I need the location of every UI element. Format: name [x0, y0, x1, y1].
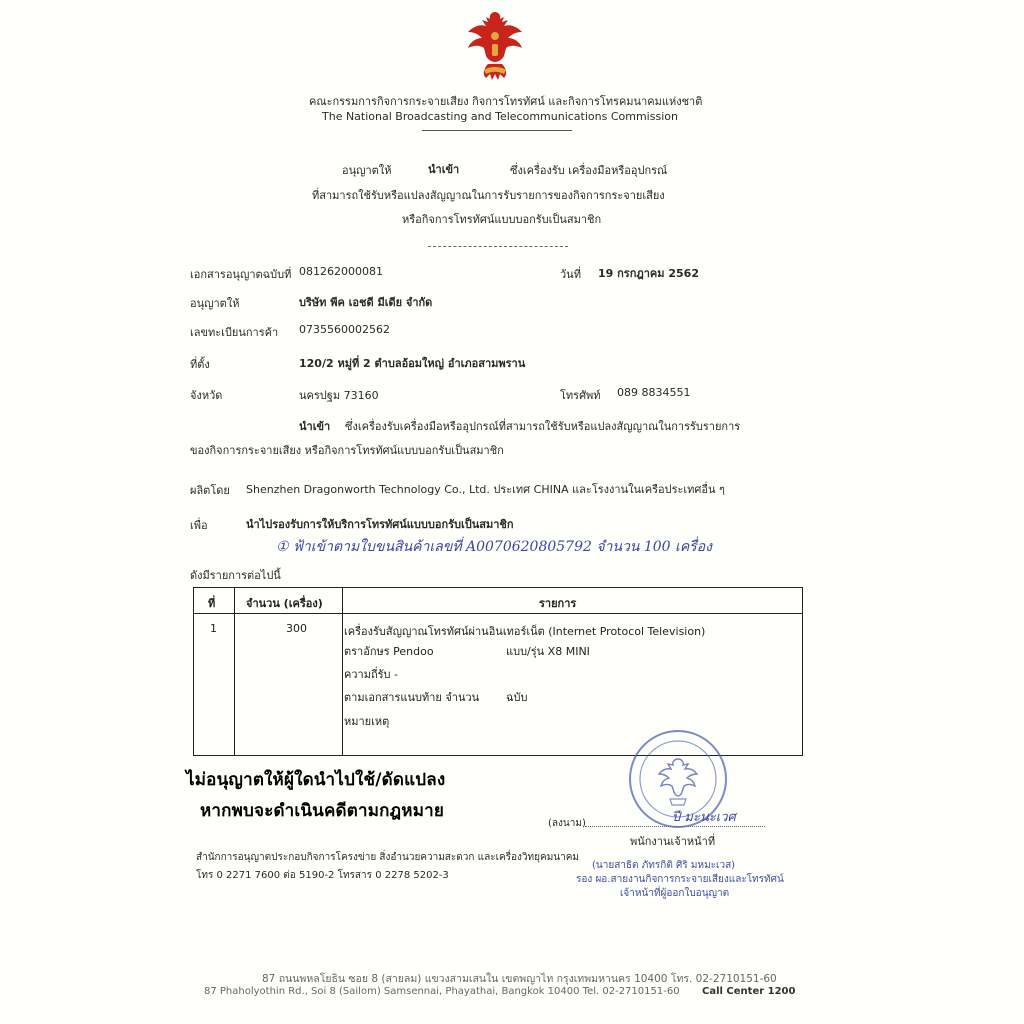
province-value: นครปฐม 73160	[299, 389, 379, 402]
official-position: รอง ผอ.สายงานกิจการกระจายเสียงและโทรทัศน์	[576, 874, 784, 885]
table-row-qty: 300	[286, 622, 307, 635]
table-header-items: รายการ	[539, 597, 577, 610]
table-row-freq: ความถี่รับ -	[344, 668, 398, 681]
manufacturer-value: Shenzhen Dragonworth Technology Co., Ltd. ประเทศ CHINA และโรงงานในเครือประเทศอื่น ๆ	[246, 483, 725, 496]
reg-value: 0735560002562	[299, 323, 390, 336]
table-row-note: หมายเหตุ	[344, 715, 390, 728]
footer-address-english: 87 Phaholyothin Rd., Soi 8 (Sailom) Samsennai, Phayathai, Bangkok 10400 Tel. 02-2710151-60	[204, 986, 680, 997]
warning-line1: ไม่อนุญาตให้ผู้ใดนำไปใช้/ดัดแปลง	[186, 770, 446, 790]
table-row-brand: ตราอักษร Pendoo	[344, 645, 434, 658]
intro-permit-label: อนุญาตให้	[342, 164, 392, 177]
grantee-value: บริษัท พีค เอชดี มีเดีย จำกัด	[299, 296, 433, 309]
date-label: วันที่	[560, 268, 581, 281]
intro-line3: หรือกิจการโทรทัศน์แบบบอกรับเป็นสมาชิก	[402, 213, 602, 226]
para-line2: ของกิจการกระจายเสียง หรือกิจการโทรทัศน์แบบบอกรับเป็นสมาชิก	[190, 444, 504, 457]
org-name-thai: คณะกรรมการกิจการกระจายเสียง กิจการโทรทัศน์ และกิจการโทรคมนาคมแห่งชาติ	[309, 95, 703, 108]
intro-line1: ซึ่งเครื่องรับ เครื่องมือหรืออุปกรณ์	[510, 164, 668, 177]
location-value: 120/2 หมู่ที่ 2 ตำบลอ้อมใหญ่ อำเภอสามพราน	[299, 357, 526, 370]
sign-label: (ลงนาม)	[548, 818, 586, 829]
official-name: (นายสาธิต ภัทรกิติ ศิริ มหมะเวส)	[592, 860, 736, 871]
phone-label: โทรศัพท์	[560, 389, 601, 402]
table-row-copies: ฉบับ	[506, 691, 528, 704]
official-position-2: เจ้าหน้าที่ผู้ออกใบอนุญาต	[620, 888, 730, 899]
office-line1: สำนักการอนุญาตประกอบกิจการโครงข่าย สิ่งอำนวยความสะดวก และเครื่องวิทยุคมนาคม	[196, 852, 580, 863]
location-label: ที่ตั้ง	[190, 358, 210, 371]
para-action: นำเข้า	[299, 420, 331, 433]
table-row-model: แบบ/รุ่น X8 MINI	[506, 645, 590, 658]
table-row-attach: ตามเอกสารแนบท้าย จำนวน	[344, 691, 480, 704]
doc-no-value: 081262000081	[299, 265, 383, 278]
phone-value: 089 8834551	[617, 386, 691, 399]
official-title: พนักงานเจ้าหน้าที่	[630, 835, 716, 848]
intro-divider	[428, 246, 568, 247]
list-intro: ดังมีรายการต่อไปนี้	[190, 569, 281, 582]
handwritten-annotation: ① ฟ้าเข้าตามใบขนสินค้าเลขที่ A0070620805792 จำนวน 100 เครื่อง	[276, 539, 712, 555]
date-value: 19 กรกฎาคม 2562	[598, 267, 699, 280]
footer-address-thai: 87 ถนนพหลโยธิน ซอย 8 (สายลม) แขวงสามเสนใน เขตพญาไท กรุงเทพมหานคร 10400 โทร. 02-2710151-60	[262, 973, 777, 985]
table-header-qty: จำนวน (เครื่อง)	[246, 597, 323, 610]
org-name-english: The National Broadcasting and Telecommunications Commission	[322, 110, 678, 123]
signature-scribble: ปี มะนะเวศ	[672, 810, 736, 825]
purpose-label: เพื่อ	[190, 519, 208, 532]
para-line1: ซึ่งเครื่องรับเครื่องมือหรืออุปกรณ์ที่สามารถใช้รับหรือแปลงสัญญาณในการรับรายการ	[345, 420, 741, 433]
office-line2: โทร 0 2271 7600 ต่อ 5190-2 โทรสาร 0 2278 5202-3	[196, 870, 449, 881]
table-header-no: ที่	[208, 597, 216, 610]
header-divider	[422, 130, 572, 131]
warning-line2: หากพบจะดำเนินคดีตามกฎหมาย	[200, 801, 445, 821]
doc-no-label: เอกสารอนุญาตฉบับที่	[190, 268, 292, 281]
grantee-label: อนุญาตให้	[190, 297, 240, 310]
table-row-no: 1	[210, 622, 217, 635]
manufacturer-label: ผลิตโดย	[190, 484, 230, 497]
intro-permit-action: นำเข้า	[428, 163, 460, 176]
intro-line2: ที่สามารถใช้รับหรือแปลงสัญญาณในการรับรายการของกิจการกระจายเสียง	[312, 189, 665, 202]
purpose-value: นำไปรองรับการให้บริการโทรทัศน์แบบบอกรับเป็นสมาชิก	[246, 518, 514, 531]
province-label: จังหวัด	[190, 389, 223, 402]
garuda-emblem-icon	[462, 8, 528, 88]
reg-label: เลขทะเบียนการค้า	[190, 326, 279, 339]
table-row-item: เครื่องรับสัญญาณโทรทัศน์ผ่านอินเทอร์เน็ต (Internet Protocol Television)	[344, 625, 706, 638]
footer-call-center: Call Center 1200	[702, 986, 796, 997]
